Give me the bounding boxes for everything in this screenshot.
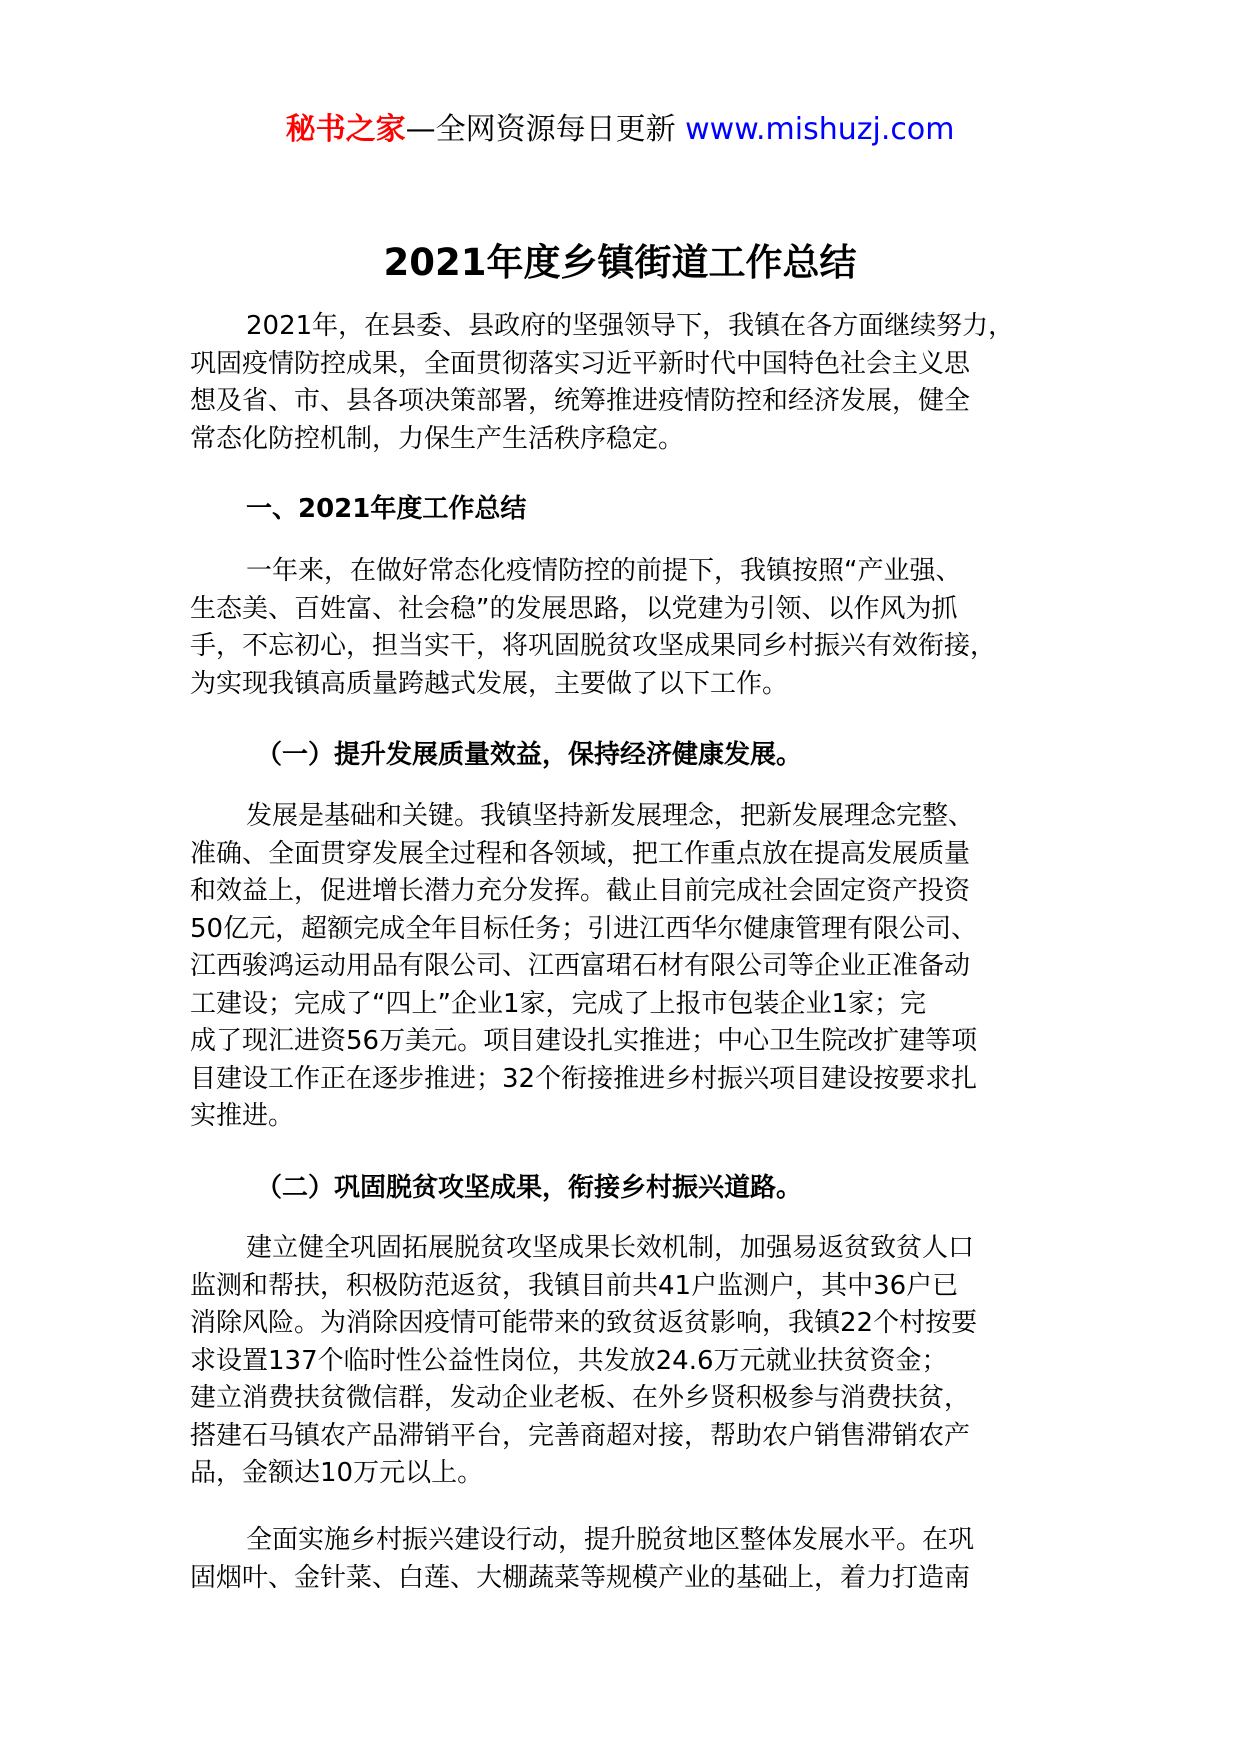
paragraph-poverty bbox=[190, 1230, 977, 1493]
banner-slogan: —全网资源每日更新 bbox=[405, 112, 686, 147]
text-line: 常态化防控机制，力保生产生活秩序稳定。 bbox=[190, 423, 685, 454]
text-line: 发展是基础和关键。我镇坚持新发展理念，把新发展理念完整、 bbox=[246, 801, 975, 831]
text-line: 50亿元，超额完成全年目标任务；引进江西华尔健康管理有限公司、 bbox=[190, 913, 978, 944]
text-line: 建立消费扶贫微信群，发动企业老板、在外乡贤积极参与消费扶贫， bbox=[190, 1383, 971, 1413]
paragraph-economy bbox=[190, 798, 977, 1136]
text-line: 一年来，在做好常态化疫情防控的前提下，我镇按照“产业强、 bbox=[246, 556, 962, 586]
paragraph-intro bbox=[190, 308, 1014, 458]
site-url-link[interactable]: www.mishuzj.com bbox=[685, 112, 955, 147]
text-line: 建立健全巩固拓展脱贫攻坚成果长效机制，加强易返贫致贫人口 bbox=[246, 1233, 975, 1263]
text-line: 搭建石马镇农产品滞销平台，完善商超对接，帮助农户销售滞销农产 bbox=[190, 1420, 971, 1451]
paragraph-overview bbox=[190, 553, 996, 703]
text-line: 工建设；完成了“四上”企业1家，完成了上报市包装企业1家；完 bbox=[190, 988, 927, 1019]
text-line: 全面实施乡村振兴建设行动，提升脱贫地区整体发展水平。在巩 bbox=[246, 1525, 975, 1555]
text-line: 实推进。 bbox=[190, 1101, 295, 1131]
text-line: 江西骏鸿运动用品有限公司、江西富珺石材有限公司等企业正准备动 bbox=[190, 951, 971, 981]
section-heading: 一、2021年度工作总结 bbox=[246, 494, 527, 524]
text-line: 成了现汇进资56万美元。项目建设扎实推进；中心卫生院改扩建等项 bbox=[190, 1026, 978, 1056]
text-line: 和效益上，促进增长潜力充分发挥。截止目前完成社会固定资产投资 bbox=[190, 876, 971, 906]
text-line: 品，金额达10万元以上。 bbox=[190, 1458, 484, 1488]
subsection-heading-2: （二）巩固脱贫攻坚成果，衔接乡村振兴道路。 bbox=[256, 1173, 803, 1203]
text-line: 消除风险。为消除因疫情可能带来的致贫返贫影响，我镇22个村按要 bbox=[190, 1308, 978, 1338]
document-title: 2021年度乡镇街道工作总结 bbox=[383, 241, 857, 284]
site-banner bbox=[0, 104, 1240, 148]
text-line: 手，不忘初心，担当实干，将巩固脱贫攻坚成果同乡村振兴有效衔接， bbox=[190, 631, 997, 661]
text-line: 2021年，在县委、县政府的坚强领导下，我镇在各方面继续努力， bbox=[246, 311, 1015, 341]
text-line: 巩固疫情防控成果，全面贯彻落实习近平新时代中国特色社会主义思 bbox=[190, 348, 971, 379]
text-line: 固烟叶、金针菜、白莲、大棚蔬菜等规模产业的基础上，着力打造南 bbox=[190, 1562, 971, 1593]
text-line: 目建设工作正在逐步推进；32个衔接推进乡村振兴项目建设按要求扎 bbox=[190, 1063, 978, 1094]
text-line: 想及省、市、县各项决策部署，统筹推进疫情防控和经济发展，健全 bbox=[190, 386, 971, 416]
subsection-heading-1: （一）提升发展质量效益，保持经济健康发展。 bbox=[256, 740, 803, 770]
text-line: 监测和帮扶，积极防范返贫，我镇目前共41户监测户，其中36户已 bbox=[190, 1270, 959, 1301]
text-line: 准确、全面贯穿发展全过程和各领域，把工作重点放在提高发展质量 bbox=[190, 838, 971, 869]
brand-name: 秘书之家 bbox=[285, 112, 406, 147]
text-line: 生态美、百姓富、社会稳”的发展思路，以党建为引领、以作风为抓 bbox=[190, 593, 958, 624]
text-line: 求设置137个临时性公益性岗位，共发放24.6万元就业扶贫资金； bbox=[190, 1345, 948, 1376]
text-line: 为实现我镇高质量跨越式发展，主要做了以下工作。 bbox=[190, 668, 789, 699]
paragraph-rural-revitalization bbox=[190, 1522, 974, 1597]
